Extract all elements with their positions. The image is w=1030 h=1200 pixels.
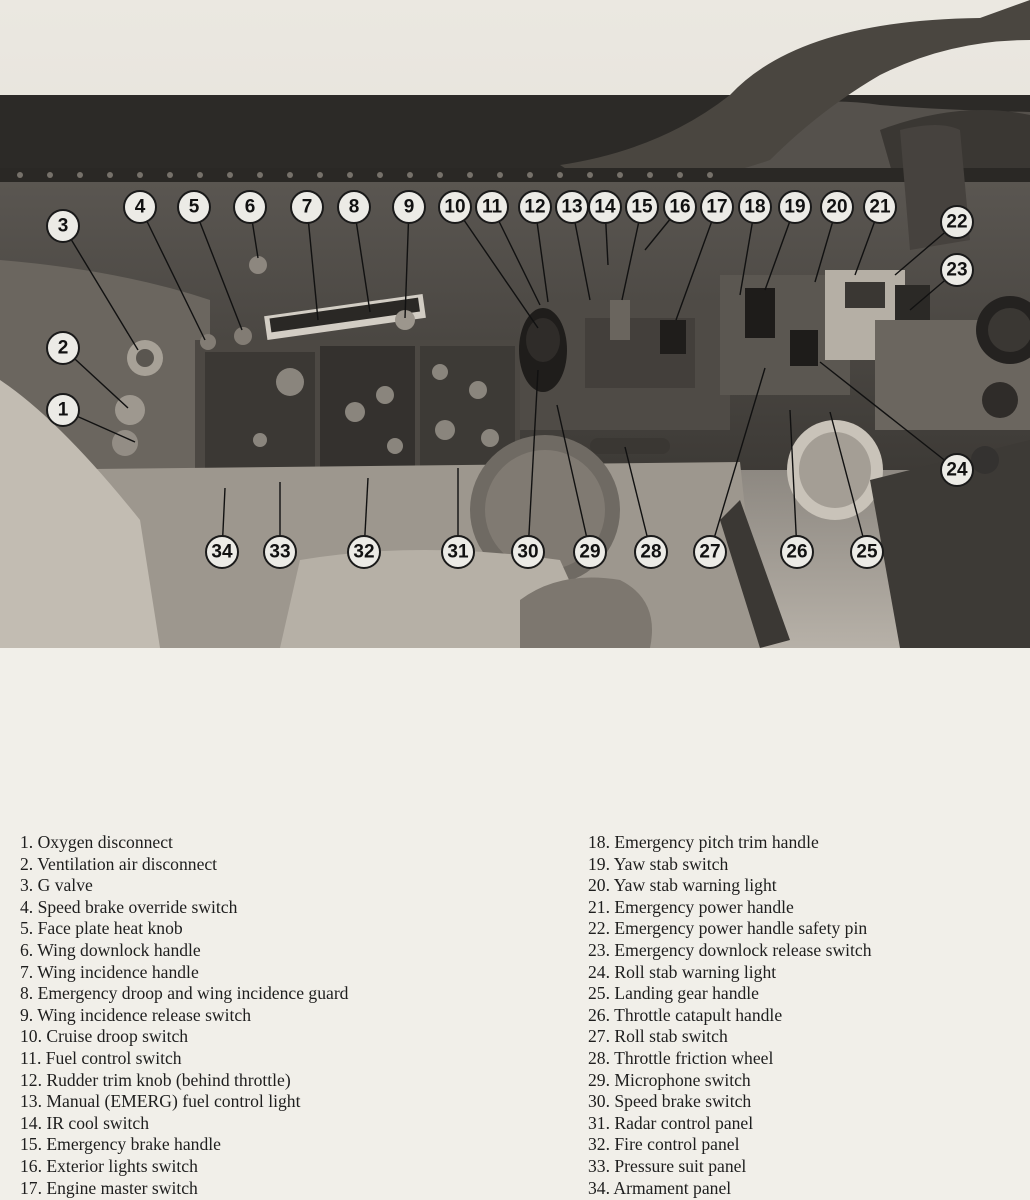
callout-12: [519, 191, 551, 223]
svg-text:9: 9: [403, 196, 415, 218]
legend-item-24: 24. Roll stab warning light: [588, 961, 777, 982]
callout-1: [47, 394, 79, 426]
legend-item-16: 16. Exterior lights switch: [20, 1155, 198, 1176]
svg-text:26: 26: [786, 541, 808, 563]
callout-18: [739, 191, 771, 223]
svg-text:11: 11: [481, 196, 503, 218]
callout-5: [178, 191, 210, 223]
legend-item-32: 32. Fire control panel: [588, 1134, 740, 1155]
legend-item-17: 17. Engine master switch: [20, 1177, 198, 1198]
svg-text:21: 21: [869, 196, 891, 218]
legend-item-25: 25. Landing gear handle: [588, 983, 759, 1004]
legend-item-12: 12. Rudder trim knob (behind throttle): [20, 1069, 291, 1090]
legend-item-14: 14. IR cool switch: [20, 1112, 150, 1133]
legend-item-31: 31. Radar control panel: [588, 1112, 754, 1133]
callout-4: [124, 191, 156, 223]
callout-9: [393, 191, 425, 223]
callout-21: [864, 191, 896, 223]
legend-item-19: 19. Yaw stab switch: [588, 853, 729, 874]
callout-11: [476, 191, 508, 223]
legend-item-21: 21. Emergency power handle: [588, 896, 794, 917]
svg-text:6: 6: [244, 196, 256, 218]
callout-13: [556, 191, 588, 223]
callout-17: [701, 191, 733, 223]
callout-34: [206, 536, 238, 568]
svg-text:2: 2: [57, 337, 69, 359]
callout-3: [47, 210, 79, 242]
legend-item-33: 33. Pressure suit panel: [588, 1155, 747, 1176]
legend-item-29: 29. Microphone switch: [588, 1069, 751, 1090]
callout-32: [348, 536, 380, 568]
svg-text:24: 24: [946, 459, 968, 481]
legend-item-34: 34. Armament panel: [588, 1177, 732, 1198]
callout-10: [439, 191, 471, 223]
callout-25: [851, 536, 883, 568]
svg-text:10: 10: [444, 196, 466, 218]
callout-8: [338, 191, 370, 223]
svg-text:15: 15: [631, 196, 653, 218]
callout-29: [574, 536, 606, 568]
svg-text:29: 29: [579, 541, 601, 563]
svg-text:7: 7: [301, 196, 313, 218]
svg-text:30: 30: [517, 541, 539, 563]
legend-item-11: 11. Fuel control switch: [20, 1047, 182, 1068]
callout-26: [781, 536, 813, 568]
svg-text:28: 28: [640, 541, 662, 563]
legend-item-18: 18. Emergency pitch trim handle: [588, 832, 819, 852]
svg-text:17: 17: [706, 196, 728, 218]
svg-text:4: 4: [134, 196, 146, 218]
callout-19: [779, 191, 811, 223]
svg-text:18: 18: [744, 196, 766, 218]
svg-text:12: 12: [524, 196, 546, 218]
callout-20: [821, 191, 853, 223]
legend-item-5: 5. Face plate heat knob: [20, 918, 183, 939]
legend-item-13: 13. Manual (EMERG) fuel control light: [20, 1091, 301, 1112]
svg-text:34: 34: [211, 541, 233, 563]
svg-text:5: 5: [188, 196, 200, 218]
legend-item-10: 10. Cruise droop switch: [20, 1026, 189, 1047]
legend-item-9: 9. Wing incidence release switch: [20, 1004, 252, 1025]
callout-2: [47, 332, 79, 364]
callout-23: [941, 254, 973, 286]
callout-15: [626, 191, 658, 223]
callout-33: [264, 536, 296, 568]
svg-text:8: 8: [348, 196, 360, 218]
callout-28: [635, 536, 667, 568]
callout-31: [442, 536, 474, 568]
svg-text:19: 19: [784, 196, 806, 218]
legend-item-6: 6. Wing downlock handle: [20, 939, 201, 960]
callout-22: [941, 206, 973, 238]
callout-30: [512, 536, 544, 568]
svg-text:3: 3: [57, 215, 69, 237]
callout-27: [694, 536, 726, 568]
callout-14: [589, 191, 621, 223]
legend-item-30: 30. Speed brake switch: [588, 1091, 752, 1112]
legend-item-23: 23. Emergency downlock release switch: [588, 939, 872, 960]
legend-right-column: [588, 832, 872, 1199]
svg-text:13: 13: [561, 196, 583, 218]
callout-24: [941, 454, 973, 486]
legend-left-column: [20, 832, 348, 1199]
legend-item-28: 28. Throttle friction wheel: [588, 1047, 774, 1068]
legend-item-26: 26. Throttle catapult handle: [588, 1004, 783, 1025]
svg-text:22: 22: [946, 211, 968, 233]
svg-text:16: 16: [669, 196, 691, 218]
svg-text:31: 31: [447, 541, 469, 563]
legend-item-15: 15. Emergency brake handle: [20, 1134, 221, 1155]
legend-item-20: 20. Yaw stab warning light: [588, 875, 777, 896]
legend-item-3: 3. G valve: [20, 875, 93, 896]
svg-text:23: 23: [946, 259, 968, 281]
svg-text:20: 20: [826, 196, 848, 218]
callout-6: [234, 191, 266, 223]
callout-7: [291, 191, 323, 223]
legend-item-4: 4. Speed brake override switch: [20, 896, 238, 917]
legend-item-8: 8. Emergency droop and wing incidence guard: [20, 983, 349, 1004]
callout-16: [664, 191, 696, 223]
legend-item-2: 2. Ventilation air disconnect: [20, 853, 218, 874]
svg-text:25: 25: [856, 541, 878, 563]
svg-text:32: 32: [353, 541, 375, 563]
legend-item-27: 27. Roll stab switch: [588, 1026, 728, 1047]
legend-item-7: 7. Wing incidence handle: [20, 961, 199, 982]
svg-text:1: 1: [57, 399, 69, 421]
svg-text:14: 14: [594, 196, 616, 218]
legend-item-1: 1. Oxygen disconnect: [20, 832, 173, 852]
legend-item-22: 22. Emergency power handle safety pin: [588, 918, 868, 939]
svg-text:27: 27: [699, 541, 721, 563]
svg-text:33: 33: [269, 541, 291, 563]
